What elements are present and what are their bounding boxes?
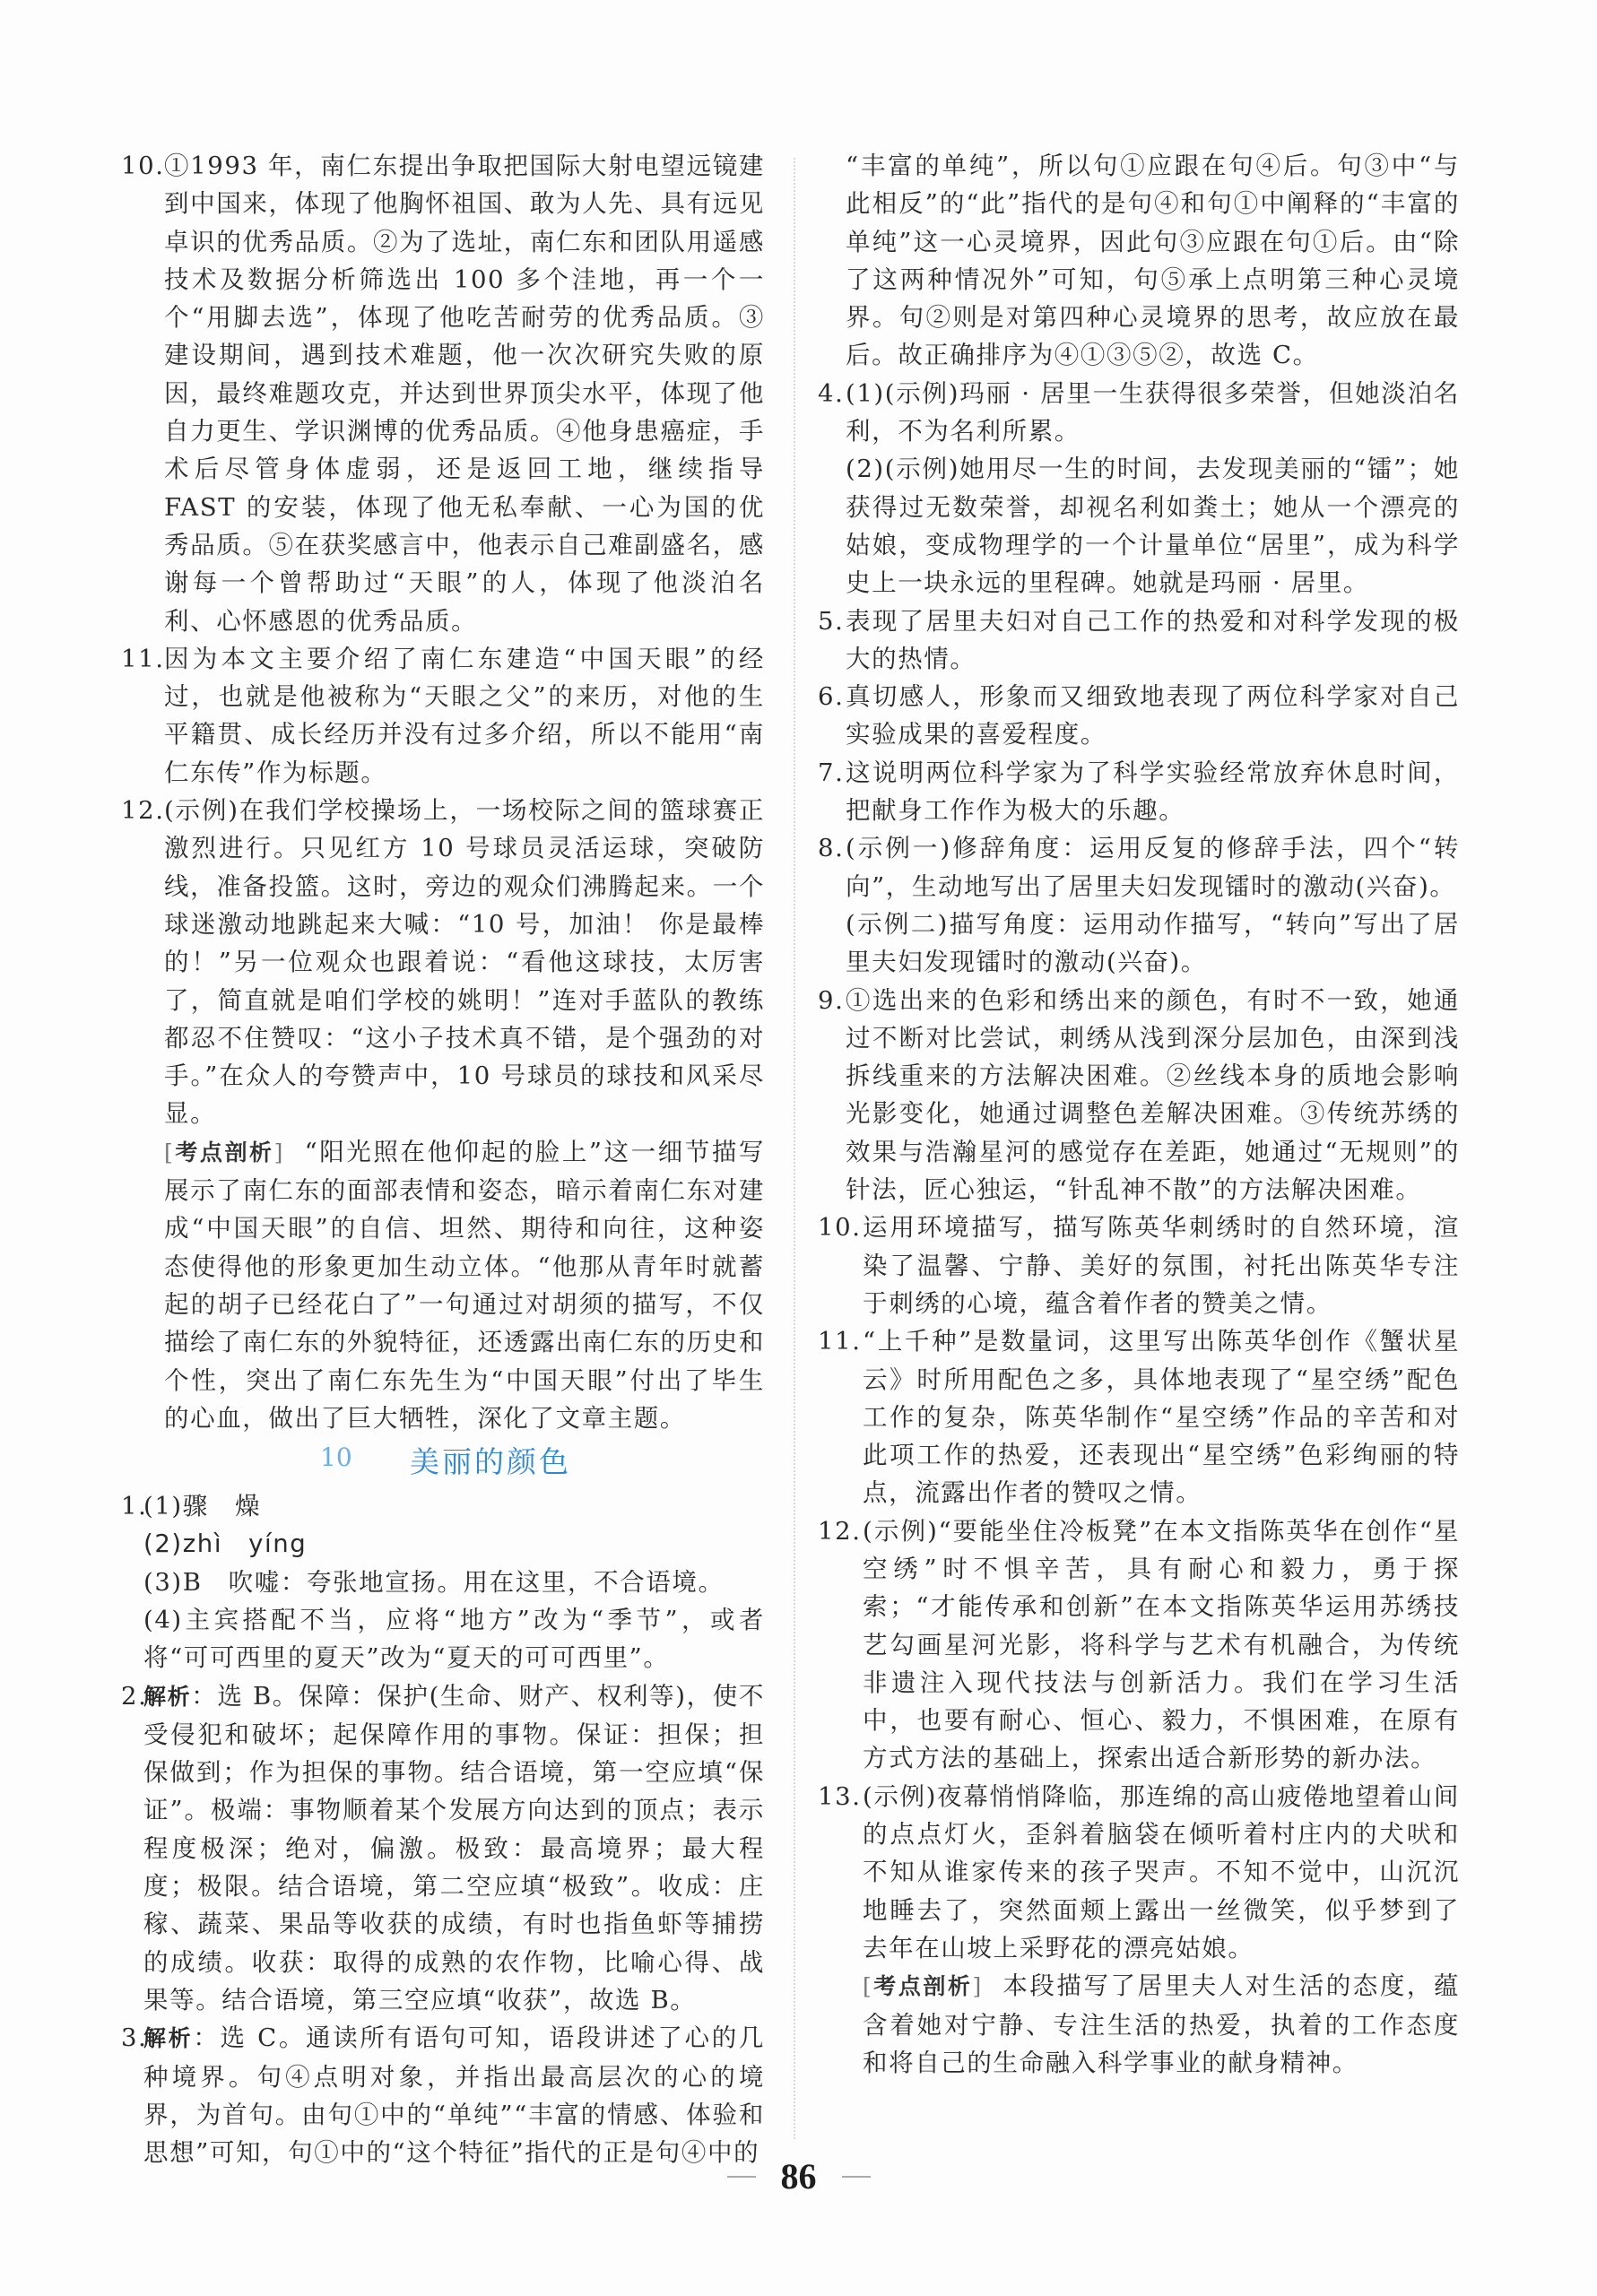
item-number: 13.	[818, 1781, 862, 1811]
item-text: 表现了居里夫妇对自己工作的热爱和对科学发现的极大的热情。	[846, 606, 1460, 673]
page-number: 86	[780, 2156, 817, 2196]
column-divider	[794, 158, 795, 2139]
answer-item-5	[818, 602, 1460, 679]
sub-answer-4: (4)主宾搭配不当，应将“地方”改为“季节”，或者将“可可西里的夏天”改为“夏天的可可西里”。	[143, 1605, 765, 1673]
item-number: 3.	[121, 2023, 148, 2053]
exam-point-analysis	[164, 1133, 765, 1437]
item-text: (示例)夜幕悄悄降临，那连绵的高山疲倦地望着山间的点点灯火，歪斜着脑袋在倾听着村庄内的犬吠和不知从谁家传来的孩子哭声。不知不觉中，山沉沉地睡去了，突然面颊上露出一丝微笑，似乎梦到了去年在山坡上采野花的漂亮姑娘。	[863, 1781, 1460, 1962]
item-number: 11.	[818, 1327, 862, 1356]
item-number: 10.	[818, 1213, 862, 1243]
item-text: 因为本文主要介绍了南仁东建造“中国天眼”的经过，也就是他被称为“天眼之父”的来历，对他的生平籍贯、成长经历并没有过多介绍，所以不能用“南仁东传”作为标题。	[164, 644, 765, 787]
page-footer	[0, 2155, 1597, 2200]
answer-item-9	[818, 982, 1460, 1209]
answer-item-10-prev-lesson	[121, 147, 765, 640]
section-number: 10	[320, 1443, 352, 1473]
item-text: ：选 B。保障：保护(生命、财产、权利等)，使不受侵犯和破坏；起保障作用的事物。保证：担保；担保做到；作为担保的事物。结合语境，第一空应填“保证”。极端：事物顺着某个发展方向达到的顶点；表示程度极深；绝对，偏激。极致：最高境界；最大程度；极限。结合语境，第二空应填“极致”。收成：庄稼、蔬菜、果品等收获的成绩，有时也指鱼虾等捕捞的成绩。收获：取得的成熟的农作物，比喻心得、战果等。结合语境，第三空应填“收获”，故选 B。	[143, 1681, 765, 2014]
answer-item-12-prev-lesson	[121, 792, 765, 1437]
analysis-tag: [考点剖析]	[863, 1973, 983, 2000]
item-text: 这说明两位科学家为了科学实验经常放弃休息时间，把献身工作作为极大的乐趣。	[846, 758, 1460, 826]
item-number: 6.	[818, 682, 845, 712]
item-text: (示例)“要能坐住冷板凳”在本文指陈英华在创作“星空绣”时不惧辛苦，具有耐心和毅力，勇于探索；“才能传承和创新”在本文指陈英华运用苏绣技艺勾画星河光影，将科学与艺术有机融合，为传统非遗注入现代技法与创新活力。我们在学习生活中，也要有耐心、恒心、毅力，不惧困难，在原有方式方法的基础上，探索出适合新形势的新办法。	[863, 1516, 1460, 1773]
item-text: ①1993 年，南仁东提出争取把国际大射电望远镜建到中国来，体现了他胸怀祖国、敢为人先、具有远见卓识的优秀品质。②为了选址，南仁东和团队用遥感技术及数据分析筛选出 100 多个洼地，再一个一个“用脚去选”，体现了他吃苦耐劳的优秀品质。③建设期间，遇到技术难题，他一次次研究失败的原因，最终难题攻克，并达到世界顶尖水平，体现了他自力更生、学识渊博的优秀品质。④他身患癌症，手术后尽管身体虚弱，还是返回工地，继续指导 FAST 的安装，体现了他无私奉献、一心为国的优秀品质。⑤在获奖感言中，他表示自己难副盛名，感谢每一个曾帮助过“天眼”的人，体现了他淡泊名利、心怀感恩的优秀品质。	[164, 152, 765, 636]
answer-item-3-continued	[818, 147, 1460, 375]
item-number: 1.	[121, 1492, 148, 1521]
sub-answer-1: (1)骤 燥	[143, 1492, 262, 1521]
answer-item-6	[818, 678, 1460, 754]
footer-dash-right	[842, 2176, 871, 2178]
analysis-text: “阳光照在他仰起的脸上”这一细节描写展示了南仁东的面部表情和姿态，暗示着南仁东对建成“中国天眼”的自信、坦然、期待和向往，这种姿态使得他的形象更加生动立体。“他那从青年时就蓄起的胡子已经花白了”一句通过对胡须的描写，不仅描绘了南仁东的外貌特征，还透露出南仁东的历史和个性，突出了南仁东先生为“中国天眼”付出了毕生的心血，做出了巨大牺牲，深化了文章主题。	[164, 1137, 765, 1433]
answer-item-13	[818, 1778, 1460, 2082]
item-number: 10.	[121, 152, 165, 180]
answer-item-11	[818, 1322, 1460, 1512]
item-number: 4.	[818, 378, 845, 408]
answer-item-8	[818, 829, 1460, 981]
answer-item-4	[818, 375, 1460, 602]
answer-item-3	[121, 2019, 765, 2171]
left-column	[121, 147, 765, 2171]
item-number: 12.	[121, 796, 165, 826]
item-text: ①选出来的色彩和绣出来的颜色，有时不一致，她通过不断对比尝试，刺绣从浅到深分层加色，由深到浅拆线重来的方法解决困难。②丝线本身的质地会影响光影变化，她通过调整色差解决困难。③传统苏绣的效果与浩瀚星河的感觉存在差距，她通过“无规则”的针法，匠心独运，“针乱神不散”的方法解决困难。	[846, 985, 1460, 1205]
analysis-text: 本段描写了居里夫人对生活的态度，蕴含着她对宁静、专注生活的热爱，执着的工作态度和将自己的生命融入科学事业的献身精神。	[863, 1971, 1461, 2077]
item-text: “上千种”是数量词，这里写出陈英华创作《蟹状星云》时所用配色之多，具体地表现了“星空绣”配色工作的复杂，陈英华制作“星空绣”作品的辛苦和对此项工作的热爱，还表现出“星空绣”色彩绚丽的特点，流露出作者的赞叹之情。	[863, 1327, 1460, 1508]
item-number: 2.	[121, 1681, 148, 1711]
sub-answer-2: (2)zhì yíng	[143, 1529, 308, 1559]
item-text: 真切感人，形象而又细致地表现了两位科学家对自己实验成果的喜爱程度。	[846, 682, 1460, 749]
sub-answer-example-2: (示例二)描写角度：运用动作描写，“转向”写出了居里夫妇发现镭时的激动(兴奋)。	[846, 909, 1460, 977]
analysis-label: 解析	[143, 2025, 194, 2052]
right-column	[818, 147, 1460, 2082]
sub-answer-example-1: (示例一)修辞角度：运用反复的修辞手法，四个“转向”，生动地写出了居里夫妇发现镭时的激动(兴奋)。	[846, 834, 1460, 901]
item-number: 12.	[818, 1516, 862, 1546]
footer-dash-left	[727, 2176, 756, 2178]
item-number: 9.	[818, 985, 845, 1015]
item-text: “丰富的单纯”，所以句①应跟在句④后。句③中“与此相反”的“此”指代的是句④和句①中阐释的“丰富的单纯”这一心灵境界，因此句③应跟在句①后。由“除了这两种情况外”可知，句⑤承上点明第三种心灵境界。句②则是对第四种心灵境界的思考，故应放在最后。故正确排序为④①③⑤②，故选 C。	[846, 152, 1460, 370]
answer-item-11-prev-lesson	[121, 640, 765, 792]
item-text: ：选 C。通读所有语句可知，语段讲述了心的几种境界。句④点明对象，并指出最高层次的心的境界，为首句。由句①中的“单纯”“丰富的情感、体验和思想”可知，句①中的“这个特征”指代的正是句④中的	[143, 2023, 765, 2168]
answer-item-7	[818, 754, 1460, 830]
item-number: 8.	[818, 834, 845, 863]
item-text: 运用环境描写，描写陈英华刺绣时的自然环境，渲染了温馨、宁静、美好的氛围，衬托出陈英华专注于刺绣的心境，蕴含着作者的赞美之情。	[863, 1213, 1460, 1318]
item-text: (示例)在我们学校操场上，一场校际之间的篮球赛正激烈进行。只见红方 10 号球员灵活运球，突破防线，准备投篮。这时，旁边的观众们沸腾起来。一个球迷激动地跳起来大喊：“10 号，加油！ 你是最棒的！”另一位观众也跟着说：“看他这球技，太厉害了，简直就是咱们学校的姚明！”连对手蓝队的教练都忍不住赞叹：“这小子技术真不错，是个强劲的对手。”在众人的夸赞声中，10 号球员的球技和风采尽显。	[164, 796, 765, 1129]
section-title: 美丽的颜色	[410, 1444, 571, 1480]
analysis-label: 解析	[143, 1683, 192, 1710]
item-number: 5.	[818, 606, 845, 636]
section-heading	[121, 1439, 765, 1484]
sub-answer-1: (1)(示例)玛丽 · 居里一生获得很多荣誉，但她淡泊名利，不为名利所累。	[846, 378, 1460, 446]
answer-item-2	[121, 1677, 765, 2020]
answer-item-10	[818, 1209, 1460, 1322]
sub-answer-3: (3)B 吹嘘：夸张地宣扬。用在这里，不合语境。	[143, 1567, 725, 1597]
answer-item-1	[121, 1487, 765, 1677]
item-number: 7.	[818, 758, 845, 787]
analysis-tag: [考点剖析]	[164, 1139, 284, 1165]
exam-point-analysis	[863, 1967, 1460, 2082]
item-number: 11.	[121, 644, 165, 673]
sub-answer-2: (2)(示例)她用尽一生的时间，去发现美丽的“镭”；她获得过无数荣誉，却视名利如粪土；她从一个漂亮的姑娘，变成物理学的一个计量单位“居里”，成为科学史上一块永远的里程碑。她就是玛丽 · 居里。	[846, 455, 1460, 598]
answer-item-12	[818, 1512, 1460, 1778]
